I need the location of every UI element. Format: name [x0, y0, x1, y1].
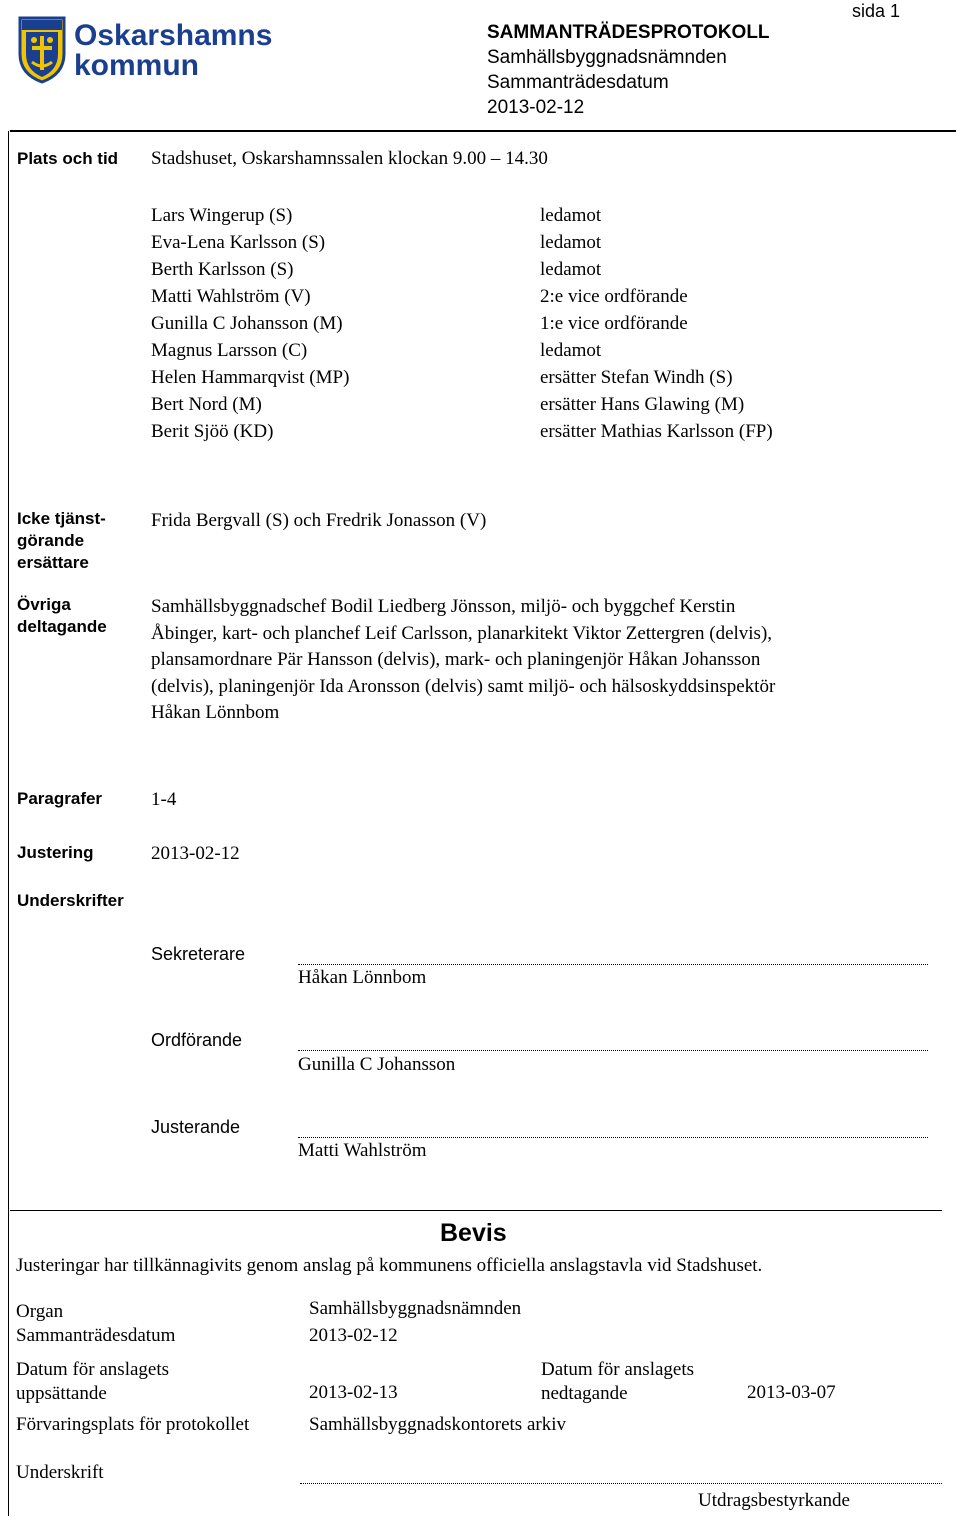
certificate-text: Justeringar har tillkännagivits genom anslag på kommunens officiella anslagstavla vid Stadshuset. [16, 1255, 763, 1276]
signature-name: Håkan Lönnbom [298, 967, 427, 988]
certificate-title: Bevis [440, 1219, 507, 1247]
logo-text-line1: Oskarshamns [74, 19, 273, 52]
others-label: Övriga deltagande [17, 595, 107, 636]
member-role: ledamot [540, 340, 602, 361]
signature-line [300, 1483, 942, 1484]
member-role: ersätter Stefan Windh (S) [540, 367, 733, 388]
signature-line [298, 964, 928, 965]
member-role: ledamot [540, 259, 602, 280]
organ-value: Samhällsbyggnadsnämnden [309, 1298, 522, 1319]
member-name: Magnus Larsson (C) [151, 340, 308, 361]
location-value: Stadshuset, Oskarshamnssalen klockan 9.00 – 14.30 [151, 148, 548, 169]
page-number: sida 1 [852, 1, 901, 21]
header-rule [10, 130, 956, 132]
storage-label: Förvaringsplats för protokollet [16, 1414, 250, 1435]
coat-of-arms-icon [16, 14, 68, 84]
organ-label: Organ [16, 1301, 64, 1322]
member-name: Lars Wingerup (S) [151, 205, 293, 226]
member-role: ersätter Mathias Karlsson (FP) [540, 421, 773, 442]
municipality-logo [16, 14, 273, 89]
adjustment-label: Justering [17, 843, 94, 862]
meeting-date: 2013-02-12 [487, 97, 585, 118]
meeting-date-label: Sammanträdesdatum [16, 1325, 176, 1346]
signature-caption: Utdragsbestyrkande [698, 1490, 850, 1511]
others-text [151, 594, 775, 727]
posted-date-label: Datum för anslagets uppsättande [16, 1359, 170, 1404]
member-role: ledamot [540, 205, 602, 226]
meeting-date-label: Sammanträdesdatum [487, 72, 669, 93]
member-name: Matti Wahlström (V) [151, 286, 311, 307]
member-name: Gunilla C Johansson (M) [151, 313, 343, 334]
logo-text-line2: kommun [74, 49, 200, 82]
member-role: 1:e vice ordförande [540, 313, 688, 334]
certificate-rule [10, 1210, 942, 1211]
removed-date-label: Datum för anslagets nedtagande [541, 1359, 695, 1404]
committee-name: Samhällsbyggnadsnämnden [487, 47, 727, 68]
others-line: Håkan Lönnbom [151, 702, 280, 723]
others-line: Åbinger, kart- och planchef Leif Carlsson, planarkitekt Viktor Zettergren (delvis), [151, 622, 773, 644]
signature-role: Justerande [151, 1117, 241, 1137]
member-name: Eva-Lena Karlsson (S) [151, 232, 326, 253]
others-line: Samhällsbyggnadschef Bodil Liedberg Jönsson, miljö- och byggchef Kerstin [151, 596, 736, 617]
others-line: (delvis), planingenjör Ida Aronsson (delvis) samt miljö- och hälsoskyddsinspektör [151, 675, 776, 697]
paragraphs-value: 1-4 [151, 789, 177, 810]
member-role: ersätter Hans Glawing (M) [540, 394, 745, 415]
signature-name: Gunilla C Johansson [298, 1054, 456, 1075]
member-name: Berit Sjöö (KD) [151, 421, 274, 442]
signature-label: Underskrift [16, 1462, 104, 1483]
meeting-date-value: 2013-02-12 [309, 1325, 398, 1346]
member-name: Bert Nord (M) [151, 394, 262, 415]
signature-role: Ordförande [151, 1030, 243, 1050]
member-role: 2:e vice ordförande [540, 286, 688, 307]
others-line: plansamordnare Pär Hansson (delvis), mark- och planingenjör Håkan Johansson [151, 649, 761, 670]
storage-value: Samhällsbyggnadskontorets arkiv [309, 1414, 566, 1435]
location-label: Plats och tid [17, 149, 119, 168]
signature-line [298, 1050, 928, 1051]
member-roles [540, 202, 773, 445]
member-name: Berth Karlsson (S) [151, 259, 294, 280]
adjustment-value: 2013-02-12 [151, 843, 240, 864]
posted-date-value: 2013-02-13 [309, 1382, 398, 1403]
non-serving-value: Frida Bergvall (S) och Fredrik Jonasson (V) [151, 510, 487, 531]
signature-name: Matti Wahlström [298, 1140, 427, 1161]
member-role: ledamot [540, 232, 602, 253]
signatures-label: Underskrifter [17, 891, 124, 910]
signature-line [298, 1137, 928, 1138]
removed-date-value: 2013-03-07 [747, 1382, 836, 1403]
non-serving-label: Icke tjänst- görande ersättare [17, 509, 106, 572]
paragraphs-label: Paragrafer [17, 789, 103, 808]
left-margin-rule [8, 131, 9, 1516]
member-name: Helen Hammarqvist (MP) [151, 367, 350, 388]
document-type: SAMMANTRÄDESPROTOKOLL [487, 22, 770, 43]
signature-role: Sekreterare [151, 944, 246, 964]
member-names [151, 202, 349, 445]
